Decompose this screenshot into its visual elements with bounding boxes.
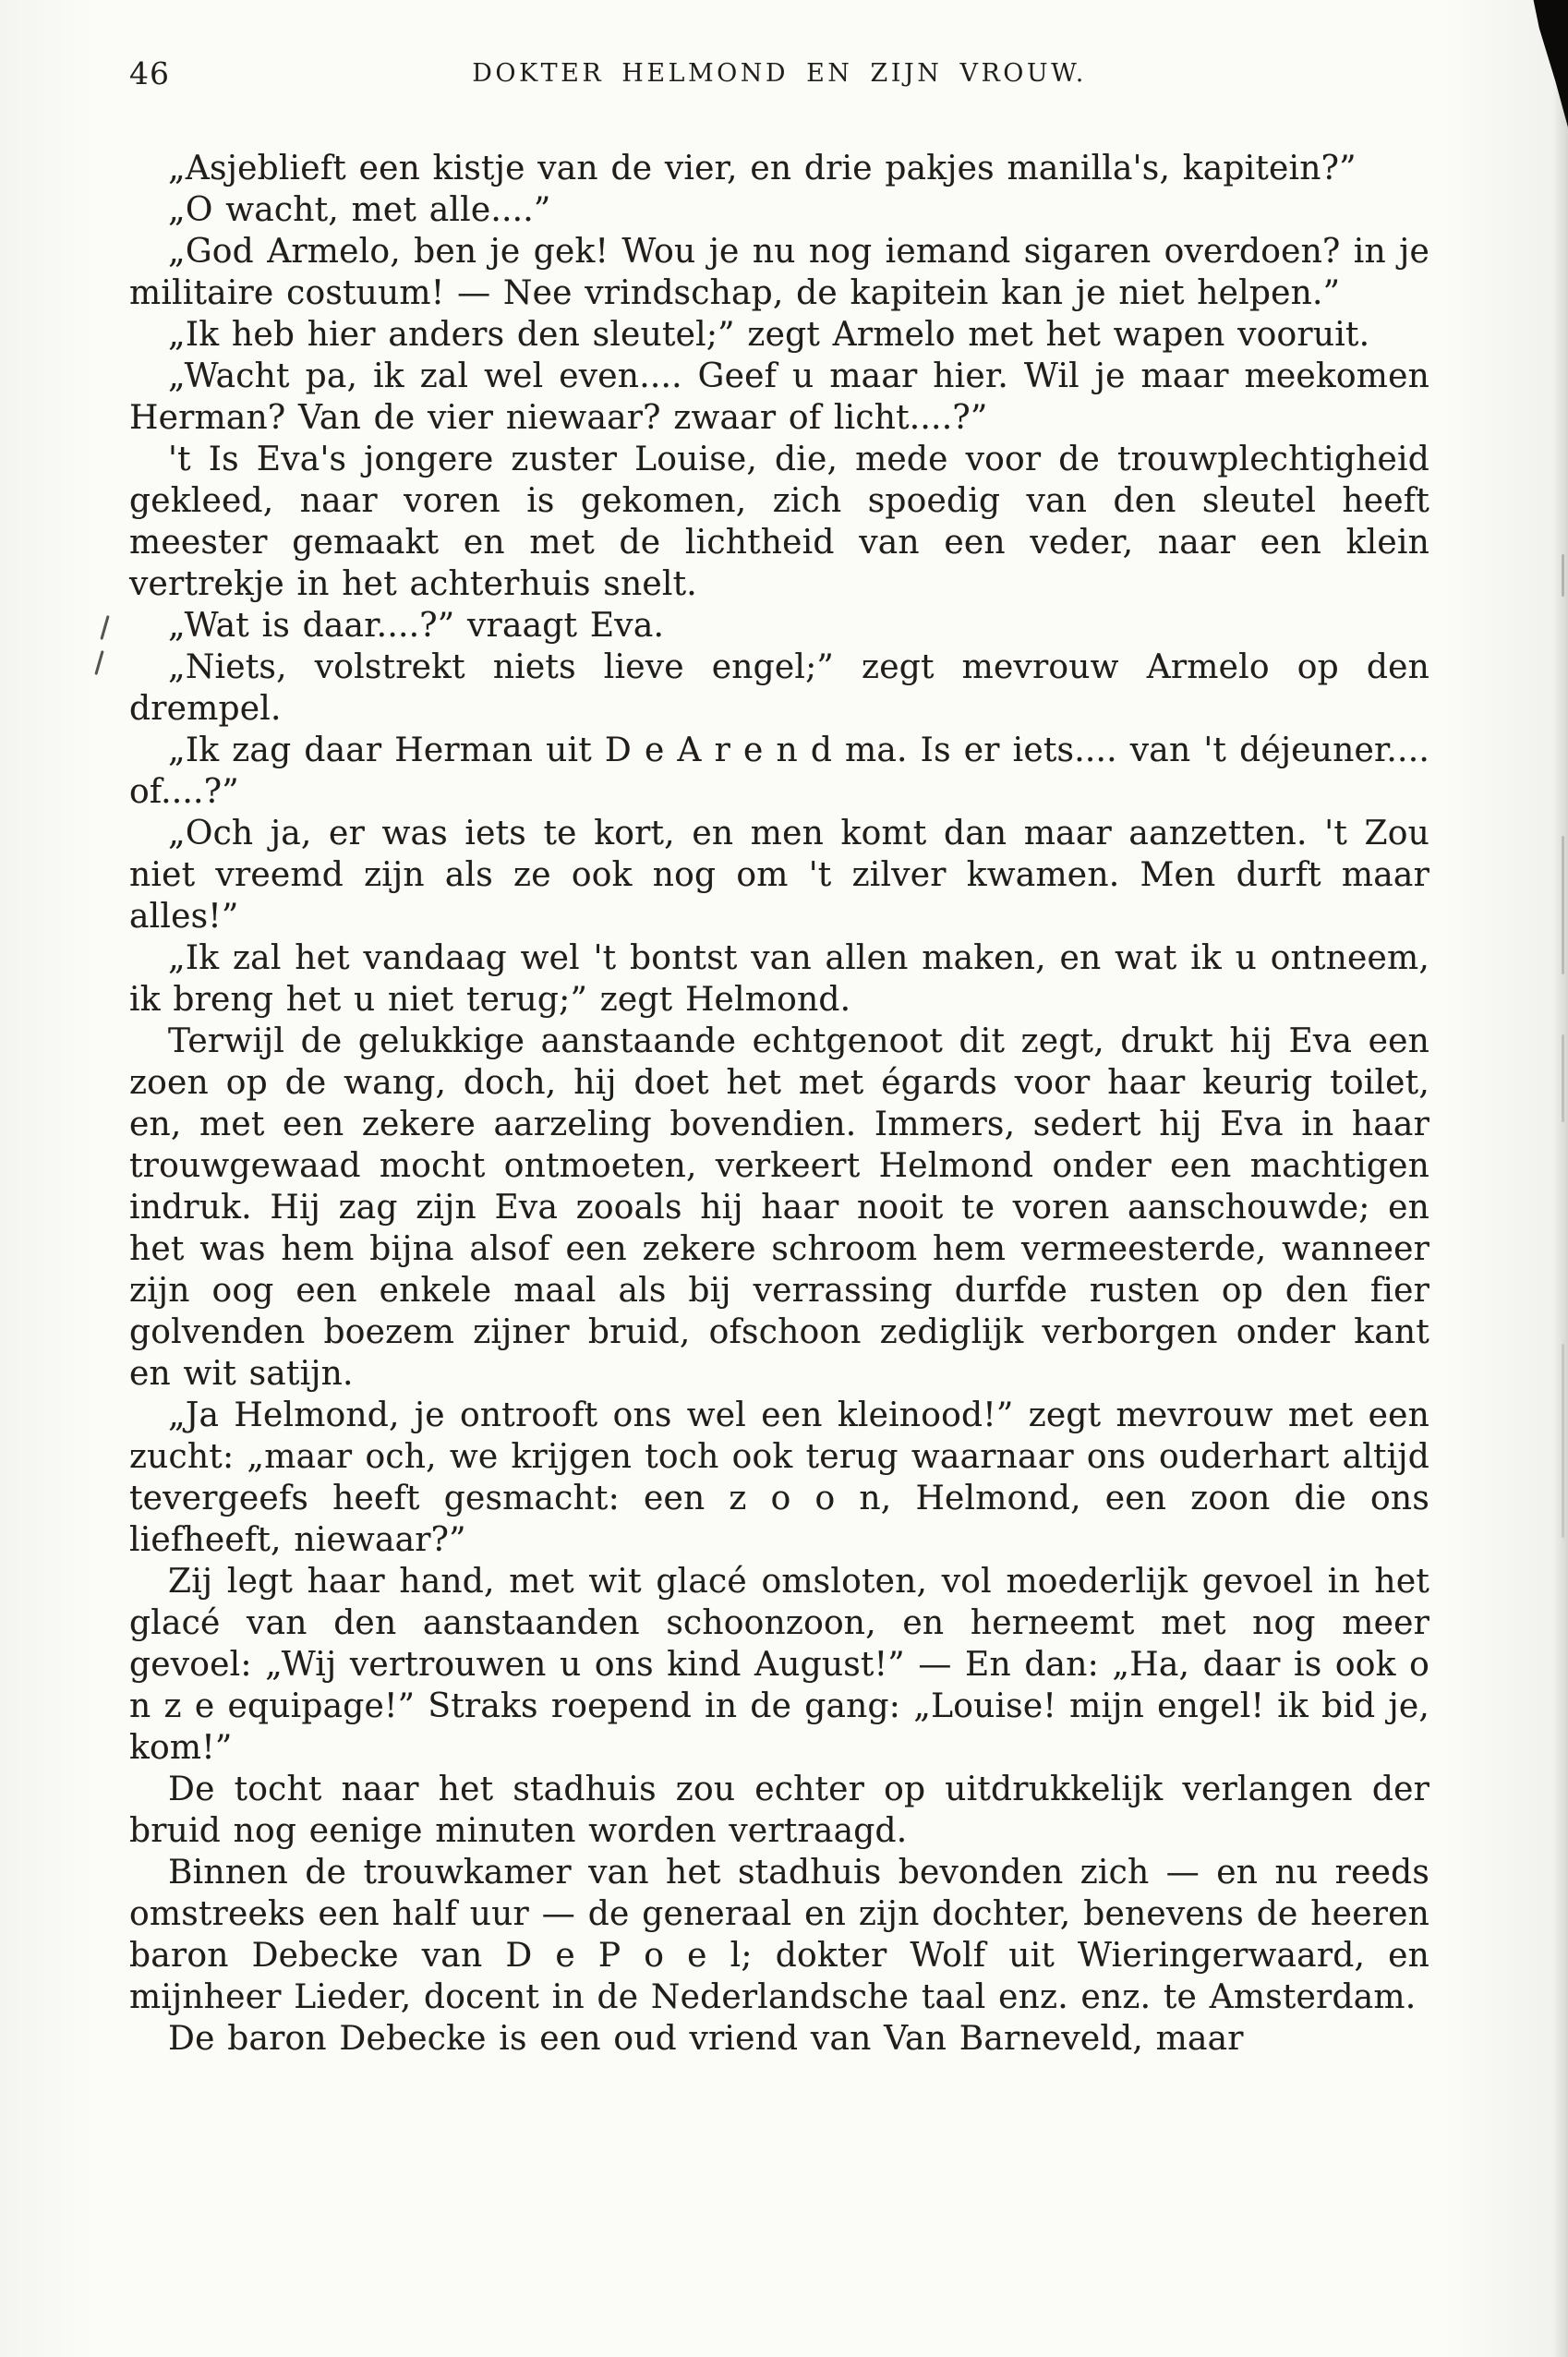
paragraph: „O wacht, met alle....” bbox=[168, 191, 551, 229]
scan-edge-line bbox=[1562, 1344, 1564, 1538]
paragraph: De tocht naar het stadhuis zou echter op uitdrukkelijk verlangen der bruid nog eenige minuten worden vertraagd. bbox=[129, 1771, 1429, 1850]
running-header: DOKTER HELMOND EN ZIJN VROUW. bbox=[472, 59, 1087, 88]
paragraph: 't Is Eva's jongere zuster Louise, die, mede voor de trouwplechtigheid gekleed, naar voren is gekomen, zich spoedig van den sleutel heeft meester gemaakt en met de lichtheid van een veder, naar een klein vertrekje in het achterhuis snelt. bbox=[129, 441, 1429, 603]
paragraph: „Niets, volstrekt niets lieve engel;” zegt mevrouw Armelo op den drempel. bbox=[129, 648, 1429, 728]
paragraph: „Ik heb hier anders den sleutel;” zegt Armelo met het wapen vooruit. bbox=[168, 316, 1370, 354]
paragraph: „God Armelo, ben je gek! Wou je nu nog iemand sigaren overdoen? in je militaire costuum! — Nee vrindschap, de kapitein kan je niet helpen.” bbox=[129, 233, 1429, 312]
scan-margin-slash bbox=[100, 615, 109, 640]
paragraph: „Ja Helmond, je ontrooft ons wel een kleinood!” zegt mevrouw met een zucht: „maar och, we krijgen toch ook terug waarnaar ons ouderhart altijd tevergeefs heeft gesmacht: een z o o n, Helmond, een zoon die ons liefheeft, niewaar?” bbox=[129, 1396, 1429, 1559]
paragraph: „Ik zag daar Herman uit D e A r e n d ma. Is er iets.... van 't déjeuner.... of....?” bbox=[129, 731, 1429, 811]
scan-margin-slash bbox=[94, 650, 103, 675]
page-number: 46 bbox=[129, 55, 170, 91]
page-body bbox=[129, 148, 1429, 2060]
paragraph: „Wacht pa, ik zal wel even.... Geef u maar hier. Wil je maar meekomen Herman? Van de vier niewaar? zwaar of licht....?” bbox=[129, 357, 1429, 437]
scan-edge-line bbox=[1562, 554, 1564, 597]
paragraph: „Asjeblieft een kistje van de vier, en drie pakjes manilla's, kapitein?” bbox=[168, 150, 1357, 187]
paragraph: Terwijl de gelukkige aanstaande echtgenoot dit zegt, drukt hij Eva een zoen op de wang, doch, hij doet het met égards voor haar keurig toilet, en, met een zekere aarzeling bovendien. Immers, sedert hij Eva in haar trouwgewaad mocht ontmoeten, verkeert Helmond onder een machtigen indruk. Hij zag zijn Eva zooals hij haar nooit te voren aanschouwde; en het was hem bijna alsof een zekere schroom hem vermeesterde, wanneer zijn oog een enkele maal als bij verrassing durfde rusten op den fier golvenden boezem zijner bruid, ofschoon zediglijk verborgen onder kant en wit satijn. bbox=[129, 1022, 1429, 1393]
scan-edge-line bbox=[1562, 1034, 1564, 1122]
page-header bbox=[129, 54, 1429, 94]
paragraph: „Ik zal het vandaag wel 't bontst van allen maken, en wat ik u ontneem, ik breng het u niet terug;” zegt Helmond. bbox=[129, 939, 1429, 1019]
paragraph: „Och ja, er was iets te kort, en men komt dan maar aanzetten. 't Zou niet vreemd zijn als ze ook nog om 't zilver kwamen. Men durft maar alles!” bbox=[129, 815, 1429, 936]
paragraph: De baron Debecke is een oud vriend van Van Barneveld, maar bbox=[168, 2020, 1244, 2058]
paragraph: Zij legt haar hand, met wit glacé omsloten, vol moederlijk gevoel in het glacé van den aanstaanden schoonzoon, en herneemt met nog meer gevoel: „Wij vertrouwen u ons kind August!” — En dan: „Ha, daar is ook o n z e equipage!” Straks roepend in de gang: „Louise! mijn engel! ik bid je, kom!” bbox=[129, 1563, 1429, 1767]
scan-edge-line bbox=[1562, 836, 1564, 974]
paragraph: „Wat is daar....?” vraagt Eva. bbox=[168, 607, 665, 645]
paragraph: Binnen de trouwkamer van het stadhuis bevonden zich — en nu reeds omstreeks een half uur — de generaal en zijn dochter, benevens de heeren baron Debecke van D e P o e l; dokter Wolf uit Wieringerwaard, en mijnheer Lieder, docent in de Nederlandsche taal enz. enz. te Amsterdam. bbox=[129, 1854, 1429, 2016]
scan-edge-shading bbox=[1553, 0, 1568, 2357]
